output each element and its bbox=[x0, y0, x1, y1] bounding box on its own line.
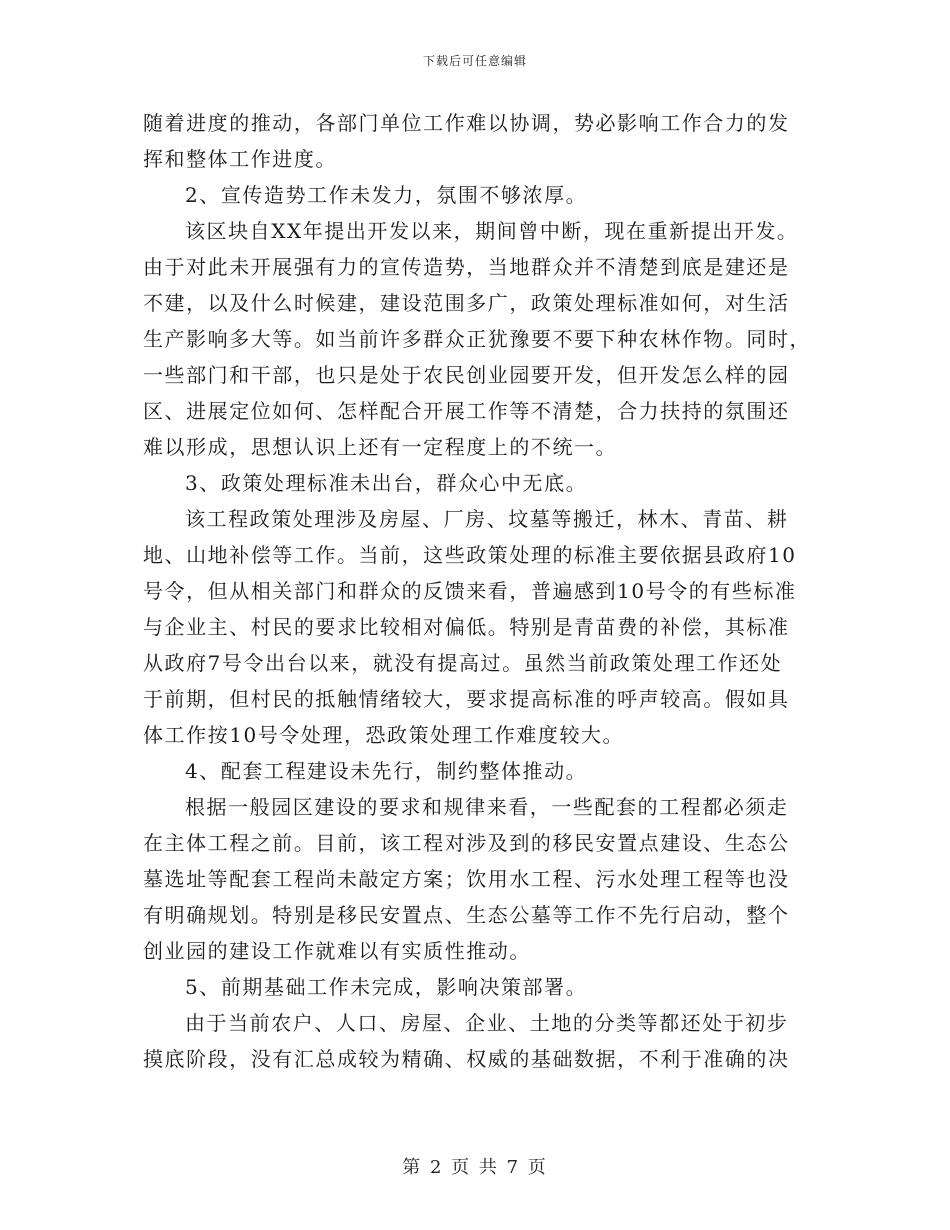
page-header: 下载后可任意编辑 bbox=[422, 54, 527, 68]
paragraph-first-line: 该区块自XX年提出开发以来，期间曾中断，现在重新提出开发。 bbox=[185, 219, 799, 243]
text-line: 创业园的建设工作就难以有实质性推动。 bbox=[143, 939, 531, 963]
paragraph-first-line: 根据一般园区建设的要求和规律来看，一些配套的工程都必须走 bbox=[185, 795, 789, 819]
text-line: 由于对此未开展强有力的宣传造势，当地群众并不清楚到底是建还是 bbox=[143, 255, 790, 279]
document-body bbox=[143, 105, 812, 1077]
paragraph-first-line: 该工程政策处理涉及房屋、厂房、坟墓等搬迁，林木、青苗、耕 bbox=[185, 507, 789, 531]
text-line: 区、进展定位如何、怎样配合开展工作等不清楚，合力扶持的氛围还 bbox=[143, 399, 790, 423]
page-number: 第 2 页 共 7 页 bbox=[402, 1157, 548, 1178]
text-line: 有明确规划。特别是移民安置点、生态公墓等工作不先行启动，整个 bbox=[143, 903, 790, 927]
text-line: 体工作按10号令处理，恐政策处理工作难度较大。 bbox=[143, 723, 625, 747]
paragraph-first-line: 5、前期基础工作未完成，影响决策部署。 bbox=[185, 975, 588, 999]
text-line: 生产影响多大等。如当前许多群众正犹豫要不要下种农林作物。同时， bbox=[143, 327, 812, 351]
text-line: 在主体工程之前。目前，该工程对涉及到的移民安置点建设、生态公 bbox=[143, 831, 790, 855]
text-line: 墓选址等配套工程尚未敲定方案；饮用水工程、污水处理工程等也没 bbox=[143, 867, 790, 891]
text-line: 不建，以及什么时候建，建设范围多广，政策处理标准如何，对生活 bbox=[143, 291, 790, 315]
paragraph-first-line: 3、政策处理标准未出台，群众心中无底。 bbox=[185, 471, 588, 495]
paragraph-first-line: 4、配套工程建设未先行，制约整体推动。 bbox=[185, 759, 588, 783]
text-line: 难以形成，思想认识上还有一定程度上的不统一。 bbox=[143, 435, 618, 459]
text-line: 号令，但从相关部门和群众的反馈来看，普遍感到10号令的有些标准 bbox=[143, 579, 797, 603]
paragraph-first-line: 由于当前农户、人口、房屋、企业、土地的分类等都还处于初步 bbox=[185, 1011, 789, 1035]
paragraph-first-line: 2、宣传造势工作未发力，氛围不够浓厚。 bbox=[185, 183, 588, 207]
text-line: 从政府7号令出台以来，就没有提高过。虽然当前政策处理工作还处 bbox=[143, 651, 783, 675]
text-line: 摸底阶段，没有汇总成较为精确、权威的基础数据，不利于准确的决 bbox=[143, 1047, 790, 1071]
text-line: 于前期，但村民的抵触情绪较大，要求提高标准的呼声较高。假如具 bbox=[143, 687, 790, 711]
text-line: 地、山地补偿等工作。当前，这些政策处理的标准主要依据县政府10 bbox=[143, 543, 797, 567]
text-line: 随着进度的推动，各部门单位工作难以协调，势必影响工作合力的发 bbox=[143, 111, 790, 135]
text-line: 挥和整体工作进度。 bbox=[143, 147, 337, 171]
text-line: 与企业主、村民的要求比较相对偏低。特别是青苗费的补偿，其标准 bbox=[143, 615, 790, 639]
text-line: 一些部门和干部，也只是处于农民创业园要开发，但开发怎么样的园 bbox=[143, 363, 790, 387]
